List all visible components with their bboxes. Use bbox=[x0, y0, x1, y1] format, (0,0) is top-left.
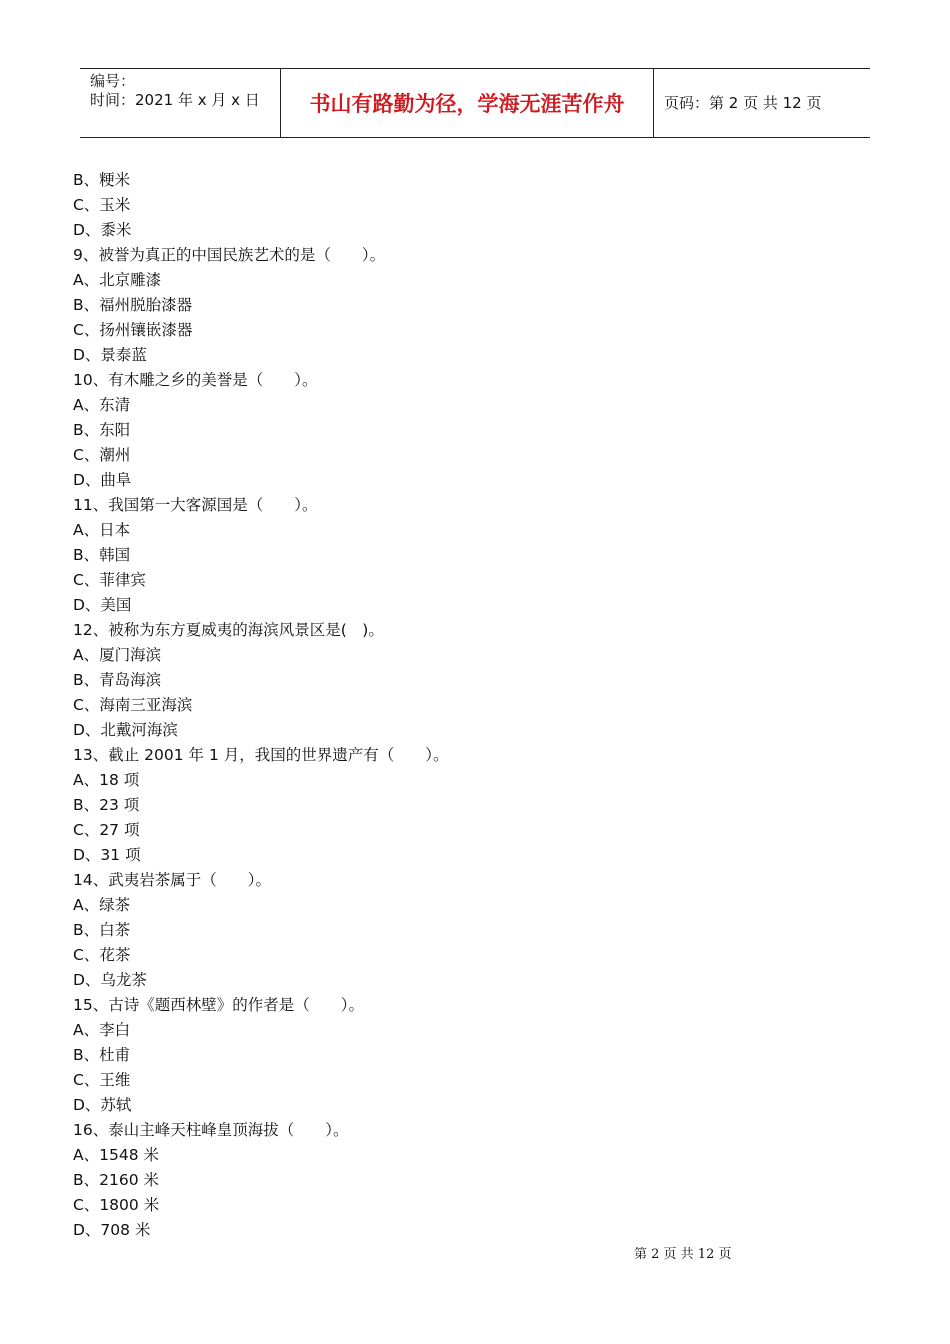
question-stem: 15、古诗《题西林壁》的作者是（ ）。 bbox=[73, 996, 364, 1014]
header-page-info: 页码：第 2 页 共 12 页 bbox=[664, 94, 822, 112]
header-motto: 书山有路勤为径，学海无涯苦作舟 bbox=[309, 92, 625, 116]
question-stem: 16、泰山主峰天柱峰皇顶海拔（ ）。 bbox=[73, 1121, 349, 1139]
answer-option: D、北戴河海滨 bbox=[73, 721, 178, 739]
question-stem: 12、被称为东方夏威夷的海滨风景区是( )。 bbox=[73, 621, 384, 639]
answer-option: B、东阳 bbox=[73, 421, 131, 439]
question-list bbox=[73, 168, 853, 1243]
answer-option: A、绿茶 bbox=[73, 896, 131, 914]
answer-option: B、粳米 bbox=[73, 171, 131, 189]
document-header bbox=[80, 68, 870, 138]
header-meta-cell bbox=[80, 69, 281, 137]
answer-option: D、苏轼 bbox=[73, 1096, 132, 1114]
answer-option: A、18 项 bbox=[73, 771, 140, 789]
answer-option: D、31 项 bbox=[73, 846, 141, 864]
header-page-cell bbox=[654, 69, 870, 137]
answer-option: D、黍米 bbox=[73, 221, 132, 239]
answer-option: D、景泰蓝 bbox=[73, 346, 147, 364]
answer-option: B、青岛海滨 bbox=[73, 671, 162, 689]
page-footer: 第 2 页 共 12 页 bbox=[634, 1247, 732, 1262]
answer-option: B、杜甫 bbox=[73, 1046, 131, 1064]
answer-option: A、东清 bbox=[73, 396, 131, 414]
answer-option: D、曲阜 bbox=[73, 471, 132, 489]
answer-option: A、日本 bbox=[73, 521, 131, 539]
answer-option: C、海南三亚海滨 bbox=[73, 696, 193, 714]
answer-option: C、潮州 bbox=[73, 446, 131, 464]
answer-option: D、美国 bbox=[73, 596, 132, 614]
answer-option: A、1548 米 bbox=[73, 1146, 159, 1164]
answer-option: D、乌龙茶 bbox=[73, 971, 147, 989]
answer-option: A、北京雕漆 bbox=[73, 271, 162, 289]
answer-option: C、玉米 bbox=[73, 196, 131, 214]
answer-option: B、韩国 bbox=[73, 546, 131, 564]
question-stem: 11、我国第一大客源国是（ ）。 bbox=[73, 496, 318, 514]
answer-option: A、厦门海滨 bbox=[73, 646, 162, 664]
answer-option: C、1800 米 bbox=[73, 1196, 160, 1214]
answer-option: B、白茶 bbox=[73, 921, 131, 939]
header-motto-cell bbox=[281, 69, 654, 137]
answer-option: B、福州脱胎漆器 bbox=[73, 296, 193, 314]
answer-option: C、27 项 bbox=[73, 821, 140, 839]
question-stem: 9、被誉为真正的中国民族艺术的是（ ）。 bbox=[73, 246, 386, 264]
answer-option: D、708 米 bbox=[73, 1221, 151, 1239]
answer-option: C、菲律宾 bbox=[73, 571, 146, 589]
document-number-label: 编号： bbox=[90, 72, 136, 90]
answer-option: B、23 项 bbox=[73, 796, 140, 814]
question-stem: 13、截止 2001 年 1 月，我国的世界遗产有（ ）。 bbox=[73, 746, 449, 764]
question-stem: 14、武夷岩茶属于（ ）。 bbox=[73, 871, 271, 889]
answer-option: C、王维 bbox=[73, 1071, 131, 1089]
answer-option: C、扬州镶嵌漆器 bbox=[73, 321, 193, 339]
answer-option: C、花茶 bbox=[73, 946, 131, 964]
answer-option: B、2160 米 bbox=[73, 1171, 160, 1189]
document-time-label: 时间：2021 年 x 月 x 日 bbox=[90, 91, 260, 109]
answer-option: A、李白 bbox=[73, 1021, 131, 1039]
question-stem: 10、有木雕之乡的美誉是（ ）。 bbox=[73, 371, 318, 389]
